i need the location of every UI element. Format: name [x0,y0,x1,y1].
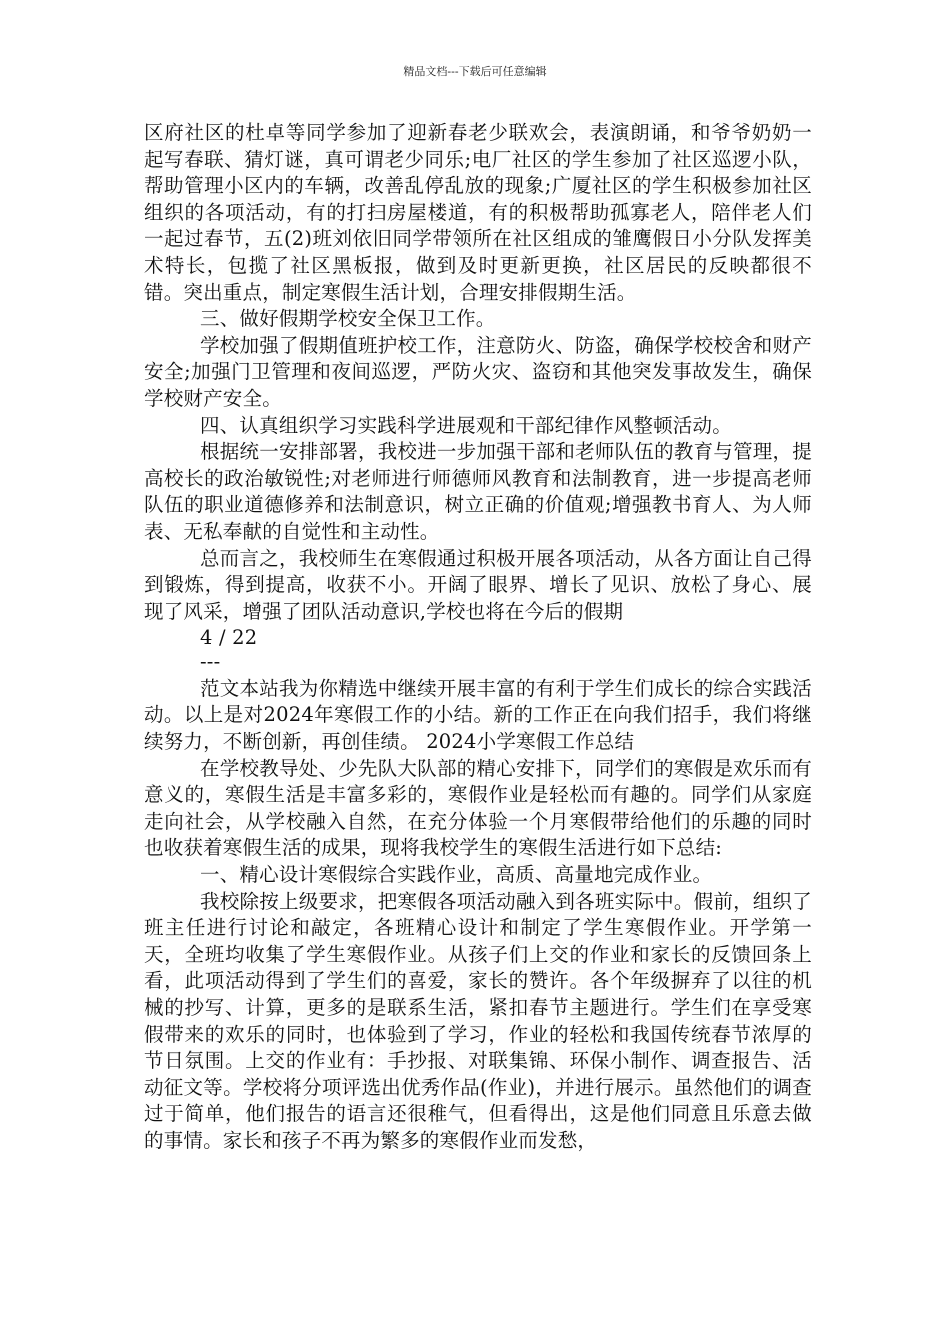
page-header: 精品文档---下载后可任意编辑 [403,65,547,78]
separator: --- [200,649,221,673]
paragraph-safety: 学校加强了假期值班护校工作，注意防火、防盗，确保学校校舍和财产安全;加强门卫管理和夜间巡逻，严防火灾、盗窃和其他突发事故发生，确保学校财产安全。 [144,333,812,410]
paragraph-community-activities: 区府社区的杜卓等同学参加了迎新春老少联欢会，表演朗诵，和爷爷奶奶一起写春联、猜灯谜，真可谓老少同乐;电厂社区的学生参加了社区巡逻小队，帮助管理小区内的车辆，改善乱停乱放的现象;广厦社区的学生积极参加社区组织的各项活动，有的打扫房屋楼道，有的积极帮助孤寡老人，陪伴老人们一起过春节，五(2)班刘依旧同学带领所在社区组成的雏鹰假日小分队发挥美术特长，包揽了社区黑板报，做到及时更新更换，社区居民的反映都很不错。突出重点，制定寒假生活计划，合理安排假期生活。 [144,121,812,304]
paragraph-closing: 范文本站我为你精选中继续开展丰富的有利于学生们成长的综合实践活动。以上是对2024年寒假工作的小结。新的工作正在向我们招手，我们将继续努力，不断创新，再创佳绩。 2024小学寒假工作总结 [144,676,812,754]
paragraph-homework: 我校除按上级要求，把寒假各项活动融入到各班实际中。假前，组织了班主任进行讨论和敲定，各班精心设计和制定了学生寒假作业。开学第一天，全班均收集了学生寒假作业。从孩子们上交的作业和家长的反馈回条上看，此项活动得到了学生们的喜爱，家长的赞许。各个年级摒弃了以往的机械的抄写、计算，更多的是联系生活，紧扣春节主题进行。学生们在享受寒假带来的欢乐的同时，也体验到了学习，作业的轻松和我国传统春节浓厚的节日氛围。上交的作业有：手抄报、对联集锦、环保小制作、调查报告、活动征文等。学校将分项评选出优秀作品(作业)，并进行展示。虽然他们的调查过于简单，他们报告的语言还很稚气，但看得出，这是他们同意且乐意去做的事情。家长和孩子不再为繁多的寒假作业而发愁， [144,889,812,1152]
section-heading-homework: 一、精心设计寒假综合实践作业，高质、高量地完成作业。 [200,863,713,887]
page-number: 4 / 22 [200,626,258,650]
paragraph-study: 根据统一安排部署，我校进一步加强干部和老师队伍的教育与管理，提高校长的政治敏锐性;对老师进行师德师风教育和法制教育，进一步提高老师队伍的职业道德修养和法制意识，树立正确的价值观;增强教书育人、为人师表、无私奉献的自觉性和主动性。 [144,440,812,543]
document-body [144,120,812,1155]
paragraph-intro: 在学校教导处、少先队大队部的精心安排下，同学们的寒假是欢乐而有意义的，寒假生活是丰富多彩的，寒假作业是轻松而有趣的。同学们从家庭走向社会，从学校融入自然，在充分体验一个月寒假带给他们的乐趣的同时也收获着寒假生活的成果，现将我校学生的寒假生活进行如下总结: [144,756,812,860]
section-heading-study: 四、认真组织学习实践科学进展观和干部纪律作风整顿活动。 [200,413,732,437]
paragraph-summary: 总而言之，我校师生在寒假通过积极开展各项活动，从各方面让自己得到锻炼，得到提高，收获不小。开阔了眼界、增长了见识、放松了身心、展现了风采，增强了团队活动意识,学校也将在今后的假期 [144,546,812,623]
section-heading-safety: 三、做好假期学校安全保卫工作。 [200,307,496,331]
